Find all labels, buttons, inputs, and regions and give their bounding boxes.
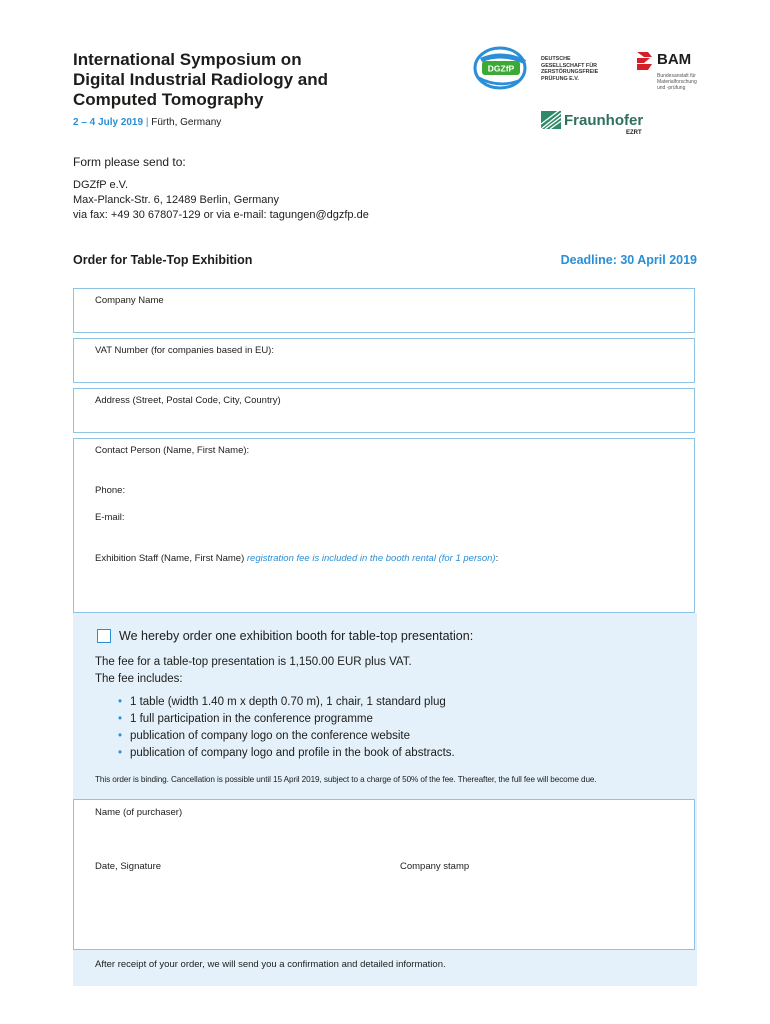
- list-item: [118, 694, 455, 711]
- list-item-text: 1 full participation in the conference programme: [130, 713, 373, 725]
- address-field[interactable]: [73, 388, 695, 433]
- dgzfp-logo-icon: [472, 46, 532, 90]
- company-name-field[interactable]: [73, 288, 695, 333]
- list-item: [118, 745, 455, 762]
- fraunhofer-name: Fraunhofer: [564, 112, 644, 129]
- booth-order-label: We hereby order one exhibition booth for table-top presentation:: [119, 629, 474, 643]
- list-item-text: 1 table (width 1.40 m x depth 0.70 m), 1 chair, 1 standard plug: [130, 696, 446, 708]
- bam-name: BAM: [657, 51, 692, 68]
- purchaser-section[interactable]: [73, 799, 695, 950]
- contact-section[interactable]: [73, 438, 695, 613]
- dgzfp-text-line: DEUTSCHE: [541, 56, 571, 62]
- fee-line: The fee for a table-top presentation is 1,150.00 EUR plus VAT.: [95, 656, 412, 668]
- event-dateline: [73, 117, 221, 128]
- title-line-2: Digital Industrial Radiology and: [73, 70, 329, 89]
- fee-includes-line: The fee includes:: [95, 673, 183, 685]
- exhibition-staff-label: [95, 553, 498, 564]
- list-item: [118, 728, 455, 745]
- send-to-line: via fax: +49 30 67807-129 or via e-mail: tagungen@dgzfp.de: [73, 209, 369, 221]
- company-name-label: Company Name: [95, 295, 164, 306]
- send-to-line: Max-Planck-Str. 6, 12489 Berlin, Germany: [73, 194, 280, 206]
- binding-notice: This order is binding. Cancellation is possible until 15 April 2019, subject to a charge of 50% of the fee. Thereafter, the full fee will become due.: [95, 775, 597, 784]
- date-separator: |: [145, 117, 149, 128]
- fee-description: [95, 654, 412, 688]
- dgzfp-badge: DGZfP: [487, 63, 515, 74]
- dgzfp-text-line: GESELLSCHAFT FÜR: [541, 62, 598, 69]
- list-item-text: publication of company logo on the conference website: [130, 730, 411, 742]
- title-line-1: International Symposium on: [73, 50, 302, 69]
- booth-order-checkbox[interactable]: [97, 629, 111, 643]
- vat-number-label: VAT Number (for companies based in EU):: [95, 345, 274, 356]
- bam-sub-line: Bundesanstalt für: [657, 73, 696, 79]
- page-title: [73, 50, 413, 110]
- exhibition-staff-note: registration fee is included in the booth rental (for 1 person): [246, 553, 496, 564]
- purchaser-label: Name (of purchaser): [95, 807, 183, 818]
- order-title: Order for Table-Top Exhibition: [73, 253, 253, 267]
- dgzfp-text-line: ZERSTÖRUNGSFREIE: [541, 69, 599, 75]
- list-item: [118, 711, 455, 728]
- bullet: •: [118, 747, 123, 759]
- dgzfp-text-line: PRÜFUNG E.V.: [541, 75, 579, 82]
- phone-label: Phone:: [95, 485, 126, 496]
- list-item-text: publication of company logo and profile in the book of abstracts.: [130, 747, 455, 759]
- bullet: •: [118, 713, 123, 725]
- bam-subtitle: [657, 73, 717, 91]
- fraunhofer-mark-icon: [541, 111, 561, 129]
- date-signature-label: Date, Signature: [95, 861, 162, 872]
- bam-sub-line: Materialforschung: [657, 79, 697, 85]
- bam-sub-line: und -prüfung: [657, 85, 686, 91]
- address-label: Address (Street, Postal Code, City, Country): [95, 395, 281, 406]
- dgzfp-logo-text: [541, 56, 621, 82]
- event-date: 2 – 4 July 2019: [73, 117, 144, 128]
- send-to-label: Form please send to:: [73, 155, 186, 169]
- vat-number-field[interactable]: [73, 338, 695, 383]
- send-to-address: [73, 178, 369, 223]
- title-line-3: Computed Tomography: [73, 90, 264, 109]
- bam-mark-icon: [636, 50, 654, 72]
- contact-person-label: Contact Person (Name, First Name):: [95, 445, 250, 456]
- bullet: •: [118, 730, 123, 742]
- send-to-line: DGZfP e.V.: [73, 179, 129, 191]
- event-location: Fürth, Germany: [151, 117, 222, 128]
- confirmation-note: After receipt of your order, we will send you a confirmation and detailed information.: [95, 959, 446, 970]
- deadline: Deadline: 30 April 2019: [560, 253, 697, 267]
- email-label: E-mail:: [95, 512, 125, 523]
- company-stamp-label: Company stamp: [400, 861, 470, 872]
- exhibition-staff-text: Exhibition Staff (Name, First Name): [95, 553, 245, 564]
- fraunhofer-sub: EZRT: [626, 130, 642, 136]
- exhibition-staff-colon: :: [495, 553, 499, 564]
- fee-includes-list: [118, 694, 455, 762]
- bullet: •: [118, 696, 123, 708]
